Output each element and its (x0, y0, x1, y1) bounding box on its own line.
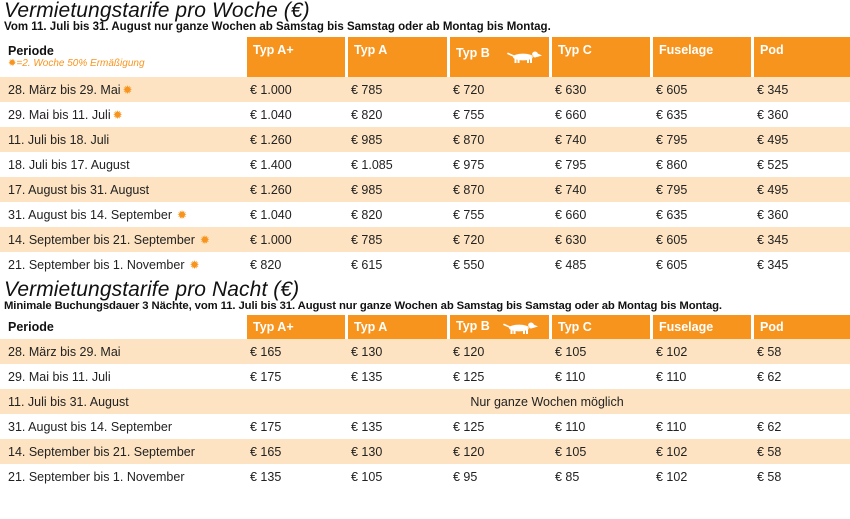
price-cell: € 360 (757, 207, 789, 222)
price-cell: € 785 (345, 77, 447, 102)
dachshund-icon (507, 49, 543, 64)
period-cell (0, 102, 244, 127)
price-cell: € 102 (650, 339, 751, 364)
price-cell: € 605 (650, 227, 751, 252)
price-cell: € 175 (250, 419, 282, 434)
price-cell: € 62 (757, 419, 782, 434)
table-row (0, 102, 850, 127)
period-cell (0, 252, 244, 277)
period-label: 17. August bis 31. August (8, 182, 150, 197)
sun-icon: ✹ (112, 107, 123, 122)
discount-note-text: =2. Woche 50% Ermäßigung (16, 58, 145, 69)
price-cell: € 105 (351, 469, 383, 484)
col-header-pod: Pod (751, 37, 850, 77)
price-cell: € 975 (453, 157, 485, 172)
price-cell: € 175 (250, 369, 282, 384)
price-cell: € 58 (751, 339, 850, 364)
price-cell: € 58 (751, 439, 850, 464)
price-cell: € 635 (656, 207, 688, 222)
sun-icon: ✹ (122, 82, 133, 97)
price-cell: € 135 (351, 419, 383, 434)
price-cell: € 1.000 (244, 227, 345, 252)
price-cell: € 985 (345, 177, 447, 202)
dachshund-icon (503, 320, 539, 335)
price-cell: € 120 (447, 439, 549, 464)
col-header-typ-a-plus: Typ A+ (244, 315, 345, 339)
price-cell: € 110 (555, 369, 586, 384)
price-cell: € 102 (656, 469, 688, 484)
price-cell: € 785 (345, 227, 447, 252)
price-cell: € 1.400 (250, 157, 292, 172)
period-label: 28. März bis 29. Mai (8, 82, 121, 97)
price-cell: € 345 (751, 77, 850, 102)
price-cell: € 525 (757, 157, 789, 172)
col-header-fuselage: Fuselage (650, 315, 751, 339)
col-header-typ-c: Typ C (549, 37, 650, 77)
price-cell: € 615 (351, 257, 383, 272)
table-row (0, 364, 850, 389)
table-row (0, 177, 850, 202)
period-cell (0, 227, 244, 252)
table-row (0, 389, 850, 414)
price-cell: € 635 (656, 107, 688, 122)
price-cell: € 135 (351, 369, 383, 384)
price-cell: € 1.260 (244, 177, 345, 202)
nightly-rates-title: Vermietungstarife pro Nacht (€) (4, 278, 300, 301)
price-cell: € 1.260 (244, 127, 345, 152)
price-cell: € 495 (751, 177, 850, 202)
price-cell: € 740 (549, 127, 650, 152)
col-header-typ-b-label: Typ B (456, 45, 490, 60)
period-label: 11. Juli bis 18. Juli (8, 132, 110, 147)
price-cell: € 630 (549, 77, 650, 102)
table-row (0, 202, 850, 227)
period-label: 31. August bis 14. September (8, 419, 172, 434)
col-header-pod: Pod (751, 315, 850, 339)
price-cell: € 110 (555, 419, 586, 434)
weekly-rates-table (0, 37, 850, 277)
table-row (0, 77, 850, 102)
weekly-header-row (0, 37, 850, 77)
price-cell: € 1.000 (244, 77, 345, 102)
price-cell: € 605 (650, 77, 751, 102)
col-header-typ-a: Typ A (345, 37, 447, 77)
price-cell: € 125 (453, 369, 485, 384)
price-cell: € 120 (447, 339, 549, 364)
nightly-header-row (0, 315, 850, 339)
note-cell: Nur ganze Wochen möglich (244, 389, 850, 414)
period-cell (0, 127, 244, 152)
weekly-period-label: Periode (8, 44, 54, 58)
nightly-rates-table (0, 315, 850, 489)
sun-icon: ✹ (8, 58, 17, 69)
price-cell: € 135 (250, 469, 282, 484)
price-cell: € 85 (555, 469, 580, 484)
price-cell: € 605 (656, 257, 688, 272)
sun-icon: ✹ (189, 257, 200, 272)
price-cell: € 820 (250, 257, 282, 272)
table-row (0, 252, 850, 277)
price-cell: € 165 (244, 439, 345, 464)
col-header-typ-a: Typ A (345, 315, 447, 339)
col-header-typ-c: Typ C (549, 315, 650, 339)
weekly-period-header (0, 37, 244, 77)
price-cell: € 495 (751, 127, 850, 152)
table-row (0, 127, 850, 152)
price-cell: € 105 (549, 439, 650, 464)
col-header-typ-b (447, 37, 549, 77)
period-cell (0, 464, 244, 489)
col-header-typ-a-plus: Typ A+ (244, 37, 345, 77)
col-header-typ-b-label: Typ B (456, 319, 490, 334)
period-cell (0, 339, 244, 364)
price-cell: € 755 (453, 107, 485, 122)
price-cell: € 485 (555, 257, 587, 272)
price-cell: € 1.085 (351, 157, 393, 172)
price-cell: € 795 (650, 177, 751, 202)
table-row (0, 227, 850, 252)
period-label: 18. Juli bis 17. August (8, 157, 130, 172)
price-cell: € 345 (751, 227, 850, 252)
price-cell: € 345 (757, 257, 789, 272)
table-row (0, 464, 850, 489)
table-row (0, 339, 850, 364)
price-cell: € 870 (447, 127, 549, 152)
table-row (0, 414, 850, 439)
price-cell: € 720 (447, 77, 549, 102)
table-row (0, 439, 850, 464)
price-cell: € 95 (453, 469, 478, 484)
weekly-rates-subtitle: Vom 11. Juli bis 31. August nur ganze Wochen ab Samstag bis Samstag oder ab Montag bis Montag. (4, 21, 551, 33)
period-label: 21. September bis 1. November (8, 257, 185, 272)
period-label: 29. Mai bis 11. Juli (8, 107, 111, 122)
discount-note (8, 58, 244, 70)
price-cell: € 860 (656, 157, 688, 172)
period-label: 14. September bis 21. September (8, 444, 195, 459)
price-cell: € 820 (351, 107, 383, 122)
price-cell: € 720 (447, 227, 549, 252)
price-cell: € 110 (656, 419, 687, 434)
col-header-typ-b (447, 315, 549, 339)
price-cell: € 1.040 (250, 107, 292, 122)
period-cell (0, 439, 244, 464)
sun-icon: ✹ (199, 232, 210, 247)
nightly-rates-section (0, 280, 850, 489)
price-cell: € 630 (549, 227, 650, 252)
price-cell: € 795 (555, 157, 587, 172)
price-cell: € 795 (650, 127, 751, 152)
price-cell: € 755 (453, 207, 485, 222)
period-label: 31. August bis 14. September (8, 207, 172, 222)
price-cell: € 110 (656, 369, 687, 384)
period-label: 29. Mai bis 11. Juli (8, 369, 111, 384)
price-cell: € 130 (345, 339, 447, 364)
period-cell (0, 152, 244, 177)
price-cell: € 740 (549, 177, 650, 202)
period-cell (0, 202, 244, 227)
price-cell: € 985 (345, 127, 447, 152)
price-cell: € 62 (757, 369, 782, 384)
price-cell: € 58 (757, 469, 782, 484)
period-cell (0, 414, 244, 439)
nightly-rates-subtitle: Minimale Buchungsdauer 3 Nächte, vom 11. Juli bis 31. August nur ganze Wochen ab Samstag bis Samstag oder ab Montag bis Montag. (4, 300, 722, 312)
nightly-period-header: Periode (0, 315, 244, 339)
price-cell: € 360 (757, 107, 789, 122)
price-cell: € 125 (453, 419, 485, 434)
period-cell (0, 364, 244, 389)
price-cell: € 870 (447, 177, 549, 202)
price-cell: € 102 (650, 439, 751, 464)
col-header-fuselage: Fuselage (650, 37, 751, 77)
period-label: 11. Juli bis 31. August (8, 394, 129, 409)
period-label: 28. März bis 29. Mai (8, 344, 121, 359)
weekly-rates-title: Vermietungstarife pro Woche (€) (4, 0, 310, 22)
period-label: 14. September bis 21. September (8, 232, 195, 247)
price-cell: € 660 (555, 207, 587, 222)
price-cell: € 165 (244, 339, 345, 364)
price-cell: € 130 (345, 439, 447, 464)
price-cell: € 1.040 (250, 207, 292, 222)
period-cell (0, 389, 244, 414)
period-label: 21. September bis 1. November (8, 469, 185, 484)
price-cell: € 105 (549, 339, 650, 364)
period-cell (0, 177, 244, 202)
price-cell: € 660 (555, 107, 587, 122)
price-cell: € 550 (453, 257, 485, 272)
price-cell: € 820 (351, 207, 383, 222)
period-cell (0, 77, 244, 102)
table-row (0, 152, 850, 177)
sun-icon: ✹ (177, 207, 188, 222)
